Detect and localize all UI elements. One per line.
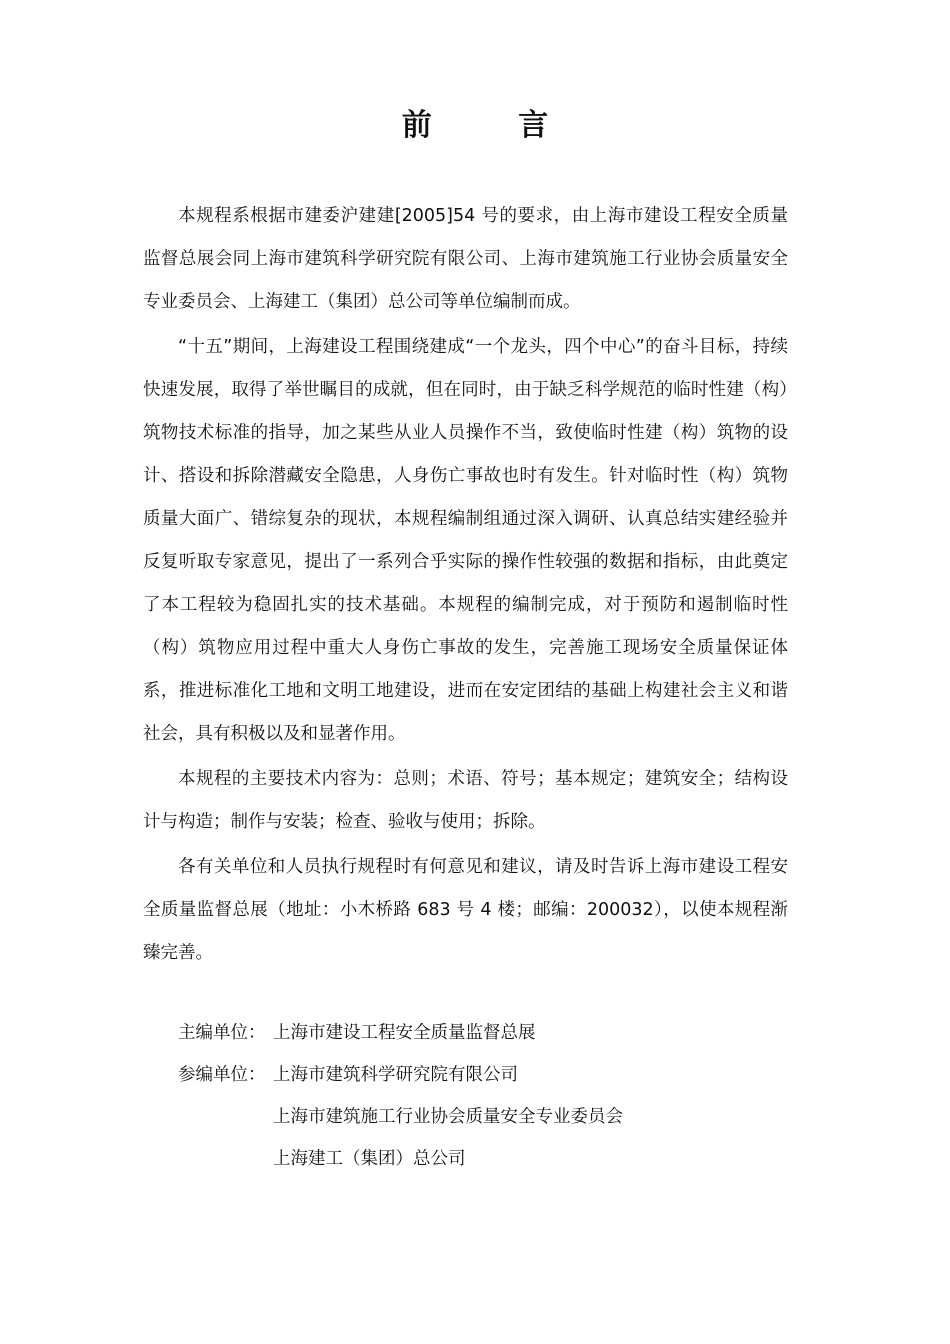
paragraph-feedback: 各有关单位和人员执行规程时有何意见和建议，请及时告诉上海市建设工程安全质量监督总展（地址：小木桥路 683 号 4 楼；邮编：200032），以使本规程渐臻完善。	[143, 857, 788, 963]
paragraph-origin: 本规程系根据市建委沪建建[2005]54 号的要求，由上海市建设工程安全质量监督总展会同上海市建筑科学研究院有限公司、上海市建筑施工行业协会质量安全专业委员会、上海建工（集团）总公司等单位编制而成。	[143, 206, 788, 312]
participating-editors-row	[178, 1054, 788, 1180]
paragraph-background: “十五”期间，上海建设工程围绕建成“一个龙头，四个中心”的奋斗目标，持续快速发展，取得了举世瞩目的成就，但在同时，由于缺乏科学规范的临时性建（构）筑物技术标准的指导，加之某些从业人员操作不当，致使临时性建（构）筑物的设计、搭设和拆除潜藏安全隐患，人身伤亡事故也时有发生。针对临时性（构）筑物质量大面广、错综复杂的现状，本规程编制组通过深入调研、认真总结实建经验并反复听取专家意见，提出了一系列合乎实际的操作性较强的数据和指标，由此奠定了本工程较为稳固扎实的技术基础。本规程的编制完成，对于预防和遏制临时性（构）筑物应用过程中重大人身伤亡事故的发生，完善施工现场安全质量保证体系，推进标准化工地和文明工地建设，进而在安定团结的基础上构建社会主义和谐社会，具有积极以及和显著作用。	[143, 337, 788, 744]
participating-editors-label: 参编单位：	[178, 1065, 266, 1085]
paragraph-contents: 本规程的主要技术内容为：总则；术语、符号；基本规定；建筑安全；结构设计与构造；制作与安装；检查、验收与使用；拆除。	[143, 769, 788, 832]
participating-editor-item: 上海建工（集团）总公司	[273, 1149, 466, 1169]
chief-editor-value: 上海市建设工程安全质量监督总展	[273, 1023, 536, 1043]
participating-editors-list	[273, 1054, 788, 1180]
participating-editor-item: 上海市建筑科学研究院有限公司	[273, 1065, 518, 1085]
editors-block	[178, 1012, 788, 1180]
participating-editor-item: 上海市建筑施工行业协会质量安全专业委员会	[273, 1107, 623, 1127]
chief-editor-label: 主编单位：	[178, 1023, 266, 1043]
chief-editor-row	[178, 1012, 788, 1054]
page-title: 前 言	[401, 108, 587, 143]
preface-body	[143, 195, 788, 975]
